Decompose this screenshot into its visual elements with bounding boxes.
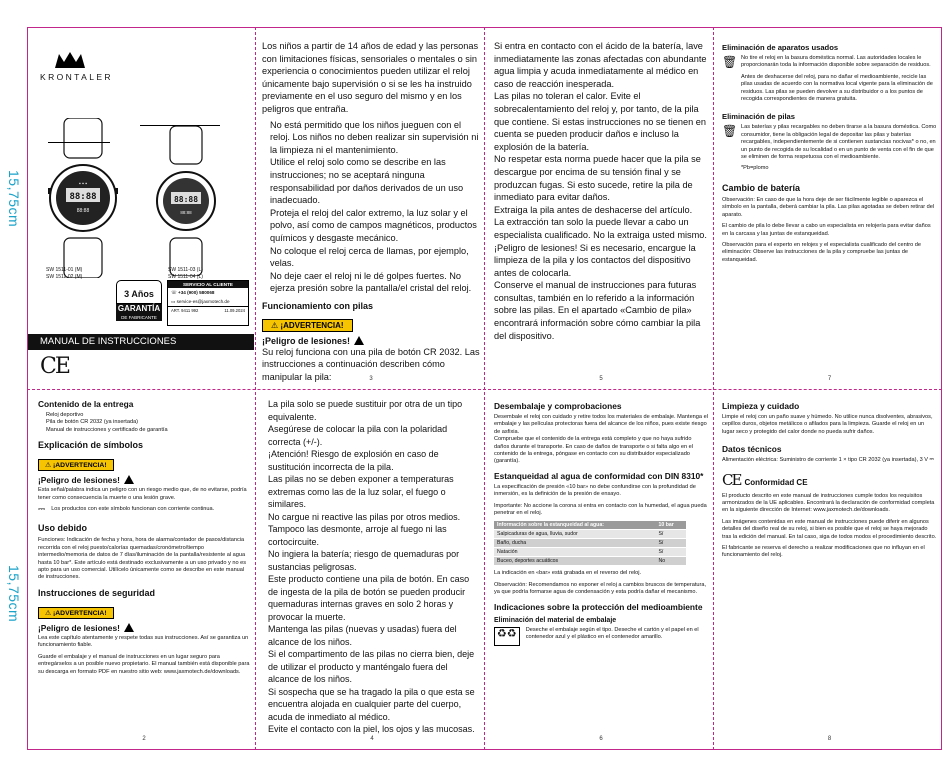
danger-triangle-icon bbox=[124, 475, 134, 484]
ruler-label-bottom: 15,75cm bbox=[6, 565, 22, 623]
watch-line-male bbox=[48, 142, 110, 143]
svg-text:88:88: 88:88 bbox=[180, 210, 192, 215]
p2-warning-2 bbox=[38, 602, 250, 620]
page-number: 2 bbox=[142, 736, 146, 742]
p2-text-1: Esta señal/palabra indica un peligro con un riesgo medio que, de no evitarse, podría tener como consecuencia la muerte o una lesión grave. bbox=[38, 487, 247, 501]
p3-danger: ¡Peligro de lesiones! bbox=[262, 336, 480, 346]
p2-heading-4: Instrucciones de seguridad bbox=[38, 587, 156, 598]
warranty-sub: DE FABRICANTE bbox=[116, 314, 162, 321]
p6-heading-3: Indicaciones sobre la protección del medioambiente bbox=[494, 601, 703, 612]
p3-text: Su reloj funciona con una pila de botón CR 2032. Las instrucciones a continuación describen cómo manipular la pila: bbox=[262, 346, 480, 383]
fold-line-1 bbox=[255, 27, 256, 750]
p7-text-2-note: *Pb=plomo bbox=[741, 165, 769, 172]
page-number: 5 bbox=[599, 376, 603, 382]
fold-line-3 bbox=[713, 27, 714, 750]
service-box bbox=[167, 280, 249, 326]
monitor-icon: ▭ bbox=[171, 299, 177, 304]
table-row: Buceo, deportes acuáticos No bbox=[494, 557, 686, 566]
recycle-packaging-icon: ♻♻ bbox=[494, 627, 520, 646]
warning-triangle-icon: ⚠ bbox=[271, 320, 281, 330]
service-phone: ☏ +34 (900) 580068 bbox=[171, 290, 215, 295]
p6-text-2: La especificación de presión «10 bar» no debe confundirse con la profundidad de inmersión, es la definición de la presión de ensayo. bbox=[494, 483, 696, 498]
article-number: ART. 9411 992 bbox=[171, 308, 199, 313]
warning-triangle-icon: ⚠ bbox=[45, 462, 53, 470]
table-row: Natación Sí bbox=[494, 548, 686, 557]
ce-mark-icon: CE bbox=[40, 354, 69, 379]
p7-heading-3: Cambio de batería bbox=[722, 182, 801, 193]
p6-text-6: Deseche el embalaje según el tipo. Deseche el cartón y el papel en el contenedor azul y el plástico en el contenedor amarillo. bbox=[525, 626, 699, 641]
p2-text-2: Los productos con este símbolo funcionan con corriente continua. bbox=[51, 506, 215, 513]
page-number: 6 bbox=[599, 736, 603, 742]
watch-line-female bbox=[140, 125, 220, 126]
p8-text-2: Alimentación eléctrica: Suministro de corriente 1 × tipo CR 2032 (ya insertada), 3 V ⎓ bbox=[722, 457, 935, 464]
p2-heading-3: Uso debido bbox=[38, 523, 87, 534]
crossed-bin-battery-icon: 🗑 bbox=[722, 124, 738, 139]
p3-heading: Funcionamiento con pilas bbox=[262, 300, 374, 311]
p7-text-5: Observación para el experto en relojes y el especialista cualificado del centro de eliminación: Observe las instrucciones de la pila y compruebe las juntas de estanqueidad. bbox=[722, 241, 922, 263]
p8-text-4: Las imágenes contenidas en este manual de instrucciones puede diferir en algunos detalles del diseño real de su reloj, si bien es posible que el reloj se haya mejorado tras la edición del manual. En tal caso, siga de todos modos el procedimiento descrito. bbox=[722, 518, 937, 540]
page-4 bbox=[268, 398, 476, 748]
p6-heading-1: Desembalaje y comprobaciones bbox=[494, 401, 622, 411]
p7-text-2: Las baterías y pilas recargables no deben tirarse a la basura doméstica. Como consumidor, tiene la obligación legal de depositar las pilas y baterías recargables, independientemente de si contienen sustancias nocivas* o no, en un punto de recogida de su localidad o en un punto de venta con el fin de que se eliminen de forma respetuosa con el medioambiente. bbox=[741, 124, 937, 161]
direct-current-icon: ⎓ bbox=[929, 457, 935, 464]
p6-text-5: Observación: Recomendamos no exponer el reloj a cambios bruscos de temperatura, ya que podría formarse agua de condensación y esta podría dañar el mecanismo. bbox=[494, 581, 707, 596]
table-row: Baño, ducha Sí bbox=[494, 539, 686, 548]
warning-bar: ⚠ ¡ADVERTENCIA! bbox=[38, 607, 114, 619]
page-number: 7 bbox=[827, 376, 832, 382]
p2-warning bbox=[38, 454, 250, 472]
page-5 bbox=[494, 40, 708, 388]
p5-text: Si entra en contacto con el ácido de la batería, lave inmediatamente las zonas afectadas con abundante agua limpia y acuda inmediatamente al médico en caso de reacción inesperada. Las pilas no toleran el calor. Evite el sobrecalentamiento del reloj y, por tanto, de la pila que contiene. Si estas instrucciones no se tienen en cuenta se pueden producir daños e incluso la explosión de la batería. No respetar esta norma puede hacer que la pila se descargue por encima de su tensión final y se produzcan fugas. Si esto sucede, retire la pila de inmediato para evitar daños. Extraiga la pila antes de deshacerse del artículo. La extracción tan solo la puede llevar a cabo un especialista cualificado. No la extraiga usted mismo. ¡Peligro de lesiones! Si es necesario, encargue la limpieza de la pila y los contactos del dispositivo antes de colocarla. Conserve el manual de instrucciones para futuras consultas, también en lo referido a la información sobre las pilas. En el apartado «Cambio de pila» encontrará información sobre cómo cambiar la pila del dispositivo. bbox=[494, 41, 707, 341]
p2-danger: ¡Peligro de lesiones! bbox=[38, 475, 250, 485]
p7-text-4: El cambio de pila lo debe llevar a cabo un especialista en relojería para evitar daños en la carcasa y las juntas de estanqueidad. bbox=[722, 223, 931, 237]
watch-image-female bbox=[156, 126, 216, 281]
p6-text-1: Desembale el reloj con cuidado y retire todos los materiales de embalaje. Mantenga el embalaje y las películas protectoras fuera del alcance de los niños, pues existe riesgo de asfixia. Compruebe que el contenido de la entrega está completo y que no haya sufrido daños durante el transporte. En caso de daños de transporte o si falta algo en el contenido de la entrega, póngase en contacto con su distribuidor especializado (garantía). bbox=[494, 414, 708, 465]
p8-heading-2: Datos técnicos bbox=[722, 444, 782, 455]
model-list-left: SW 1511-01 (M) SW 1511-02 (M) bbox=[46, 267, 83, 280]
p7-text-3: Observación: En caso de que la hora deje de ser fácilmente legible o aparezca el símbolo en la pantalla, deberá cambiar la pila. Las pilas agotadas se deben retirar del aparato. bbox=[722, 196, 935, 218]
model-list-right: SW 1511-03 (L) SW 1511-04 (L) bbox=[168, 267, 203, 280]
p6-text-4: La indicación en «bar» está grabada en el reverso del reloj. bbox=[494, 570, 642, 577]
ruler-label-top: 15,75cm bbox=[6, 170, 22, 228]
p7-text-1b: Antes de deshacerse del reloj, para no dañar el medioambiente, recicle las pilas usadas de acuerdo con la normativa local vigente para la eliminación de residuos. Las pilas se pueden devolver a su distribuidor o a los puntos de recogida correspondientes de manera gratuita. bbox=[741, 73, 933, 103]
table-row: Salpicaduras de agua, lluvia, sudor Sí bbox=[494, 530, 686, 539]
page-7 bbox=[722, 40, 937, 388]
page-2 bbox=[38, 394, 250, 748]
p4-text: La pila solo se puede sustituir por otra de un tipo equivalente. Asegúrese de colocar la pila con la polaridad correcta (+/-). ¡Atención! Riesgo de explosión en caso de sustitución incorrecta de la pila. Las pilas no se deben exponer a temperaturas extremas como las de la luz solar, el fuego o similares. No cargue ni reactive las pilas por otros medios. Tampoco las desmonte, arroje al fuego ni las cortocircuite. No ingiera la batería; riesgo de quemaduras por sustancias peligrosas. Este producto contiene una pila de botón. En caso de ingesta de la pila de botón se pueden producir quemaduras internas graves en solo 2 horas y provocar la muerte. Mantenga las pilas (nuevas y usadas) fuera del alcance de los niños. Si el compartimento de las pilas no cierra bien, deje de utilizar el producto y manténgalo fuera del alcance de los niños. Si sospecha que se ha tragado la pila o que esta se encuentra alojada en cualquier parte del cuerpo, acuda de inmediato al médico. Evite el contacto con la piel, los ojos y las mucosas. bbox=[268, 399, 475, 734]
p8-text-1: Limpie el reloj con un paño suave y húmedo. No utilice nunca disolventes, abrasivos, cepillos duros, objetos metálicos o afilados para la limpieza. Guarde el reloj en un lugar seco y protegido del calor donde no pueda sufrir daños. bbox=[722, 414, 933, 435]
page-3 bbox=[262, 40, 480, 388]
warning-bar: ⚠ ¡ADVERTENCIA! bbox=[262, 319, 353, 332]
service-title: SERVICIO AL CLIENTE bbox=[168, 281, 248, 288]
p7-heading-2: Eliminación de pilas bbox=[722, 112, 796, 122]
svg-text:88:88: 88:88 bbox=[69, 192, 97, 202]
warning-triangle-icon: ⚠ bbox=[45, 609, 53, 617]
crown-logo-icon bbox=[55, 52, 85, 73]
p2-items: Reloj deportivo Pila de botón CR 2032 (ya insertada) Manual de instrucciones y certificado de garantía bbox=[46, 412, 168, 433]
water-resistance-table bbox=[494, 521, 686, 566]
ce-mark-icon: CE bbox=[722, 470, 741, 489]
p8-text-3: El producto descrito en este manual de instrucciones cumple todos los requisitos armonizados de la UE aplicables. Encontrará la declaración de conformidad completa en la siguiente dirección de Internet: www.jaxmotech.de/downloads. bbox=[722, 492, 935, 514]
p3-warning bbox=[262, 315, 480, 333]
page-number: 8 bbox=[827, 736, 832, 742]
svg-text:88:88: 88:88 bbox=[76, 208, 90, 214]
table-row: Información sobre la estanqueidad al agua: 10 bar bbox=[494, 521, 686, 530]
service-email: ▭ service-es@jaxmotech.de bbox=[171, 299, 230, 304]
p6-heading-2: Estanqueidad al agua de conformidad con DIN 8310* bbox=[494, 470, 704, 481]
p2-text-3: Funciones: Indicación de fecha y hora, hora de alarma/contador de pasos/distancia recorrida con el reloj puesto/calorías quemadas/cronómetro/tiempo intermedio/memoria de datos de 7 días/iluminación de la pantalla/resistente al agua hasta 10 bar*. Este artículo está destinado exclusivamente a un uso privado y no es apto para un uso comercial. Utilícelo únicamente como se describe en este manual de instrucciones. bbox=[38, 537, 247, 581]
danger-triangle-icon bbox=[354, 336, 364, 345]
danger-triangle-icon bbox=[124, 623, 134, 632]
p6-text-3: Importante: No accione la corona si entra en contacto con la humedad, el agua pueda penetrar en el reloj. bbox=[494, 502, 707, 517]
warranty-label: GARANTÍA bbox=[117, 304, 161, 313]
svg-text:▪ ▪ ▪: ▪ ▪ ▪ bbox=[78, 181, 88, 187]
cover-panel bbox=[28, 28, 254, 388]
brand-name: KRONTALER bbox=[40, 72, 113, 82]
page-number: 3 bbox=[369, 376, 373, 382]
p2-danger-2: ¡Peligro de lesiones! bbox=[38, 623, 250, 633]
page-8 bbox=[722, 396, 937, 748]
fold-line-2 bbox=[484, 27, 485, 750]
crossed-bin-icon: 🗑 bbox=[722, 55, 738, 69]
p3-bullets: No está permitido que los niños jueguen con el reloj. Los niños no deben realizar sin supervisión ni la limpieza ni el mantenimiento. Utilice el reloj solo como se describe en las instrucciones; no se aceptará ninguna responsabilidad por daños derivados de un uso inadecuado. Proteja el reloj del calor extremo, la luz solar y el polvo, así como de campos magnéticos, productos químicos y desgaste mecánico. No coloque el reloj cerca de llamas, por ejemplo, velas. No deje caer el reloj ni le dé golpes fuertes. No ejerza presión sobre la pantalla/el cristal del reloj. bbox=[270, 119, 479, 294]
p8-heading-1: Limpieza y cuidado bbox=[722, 401, 800, 411]
p7-heading-1: Eliminación de aparatos usados bbox=[722, 43, 839, 52]
p2-text-5: Guarde el embalaje y el manual de instrucciones en un lugar seguro para entregárselos a un posible nuevo propietario. El manual también está disponible para su descarga en formato PDF en nuestro sitio web: www.jaxmotech.de/downloads. bbox=[38, 653, 250, 675]
warranty-badge bbox=[116, 280, 162, 326]
p2-heading-2: Explicación de símbolos bbox=[38, 440, 144, 451]
article-date: 11.09.2024 bbox=[224, 308, 245, 313]
page-6 bbox=[494, 396, 708, 748]
page-number: 4 bbox=[370, 736, 374, 742]
p6-heading-4: Eliminación del material de embalaje bbox=[494, 616, 617, 624]
direct-current-icon: ⎓ bbox=[38, 504, 46, 515]
phone-icon: ☏ bbox=[171, 290, 179, 295]
warranty-years: 3 Años bbox=[116, 280, 162, 304]
p2-heading-1: Contenido de la entrega bbox=[38, 399, 134, 409]
p3-intro: Los niños a partir de 14 años de edad y las personas con limitaciones físicas, sensoriales o mentales o sin experiencia o conocimientos pueden utilizar el reloj únicamente bajo supervisión o si se les ha instruido previamente en el uso seguro del mismo y en los peligros que entraña. bbox=[262, 41, 479, 114]
svg-text:88:88: 88:88 bbox=[173, 195, 199, 204]
manual-title-bar: MANUAL DE INSTRUCCIONES bbox=[28, 334, 254, 350]
p8-ce-heading: CE Conformidad CE bbox=[722, 470, 808, 489]
p8-text-5: El fabricante se reserva el derecho a realizar modificaciones que no influyan en el funcionamiento del reloj. bbox=[722, 545, 925, 559]
p2-text-4: Lea este capítulo atentamente y respete todas sus instrucciones. Así se garantiza un funcionamiento fiable. bbox=[38, 634, 249, 649]
p7-text-1: No tire el reloj en la basura doméstica normal. Las autoridades locales le proporcionarán toda la información disponible sobre separación de residuos. bbox=[741, 55, 931, 69]
warning-bar: ⚠ ¡ADVERTENCIA! bbox=[38, 459, 114, 471]
